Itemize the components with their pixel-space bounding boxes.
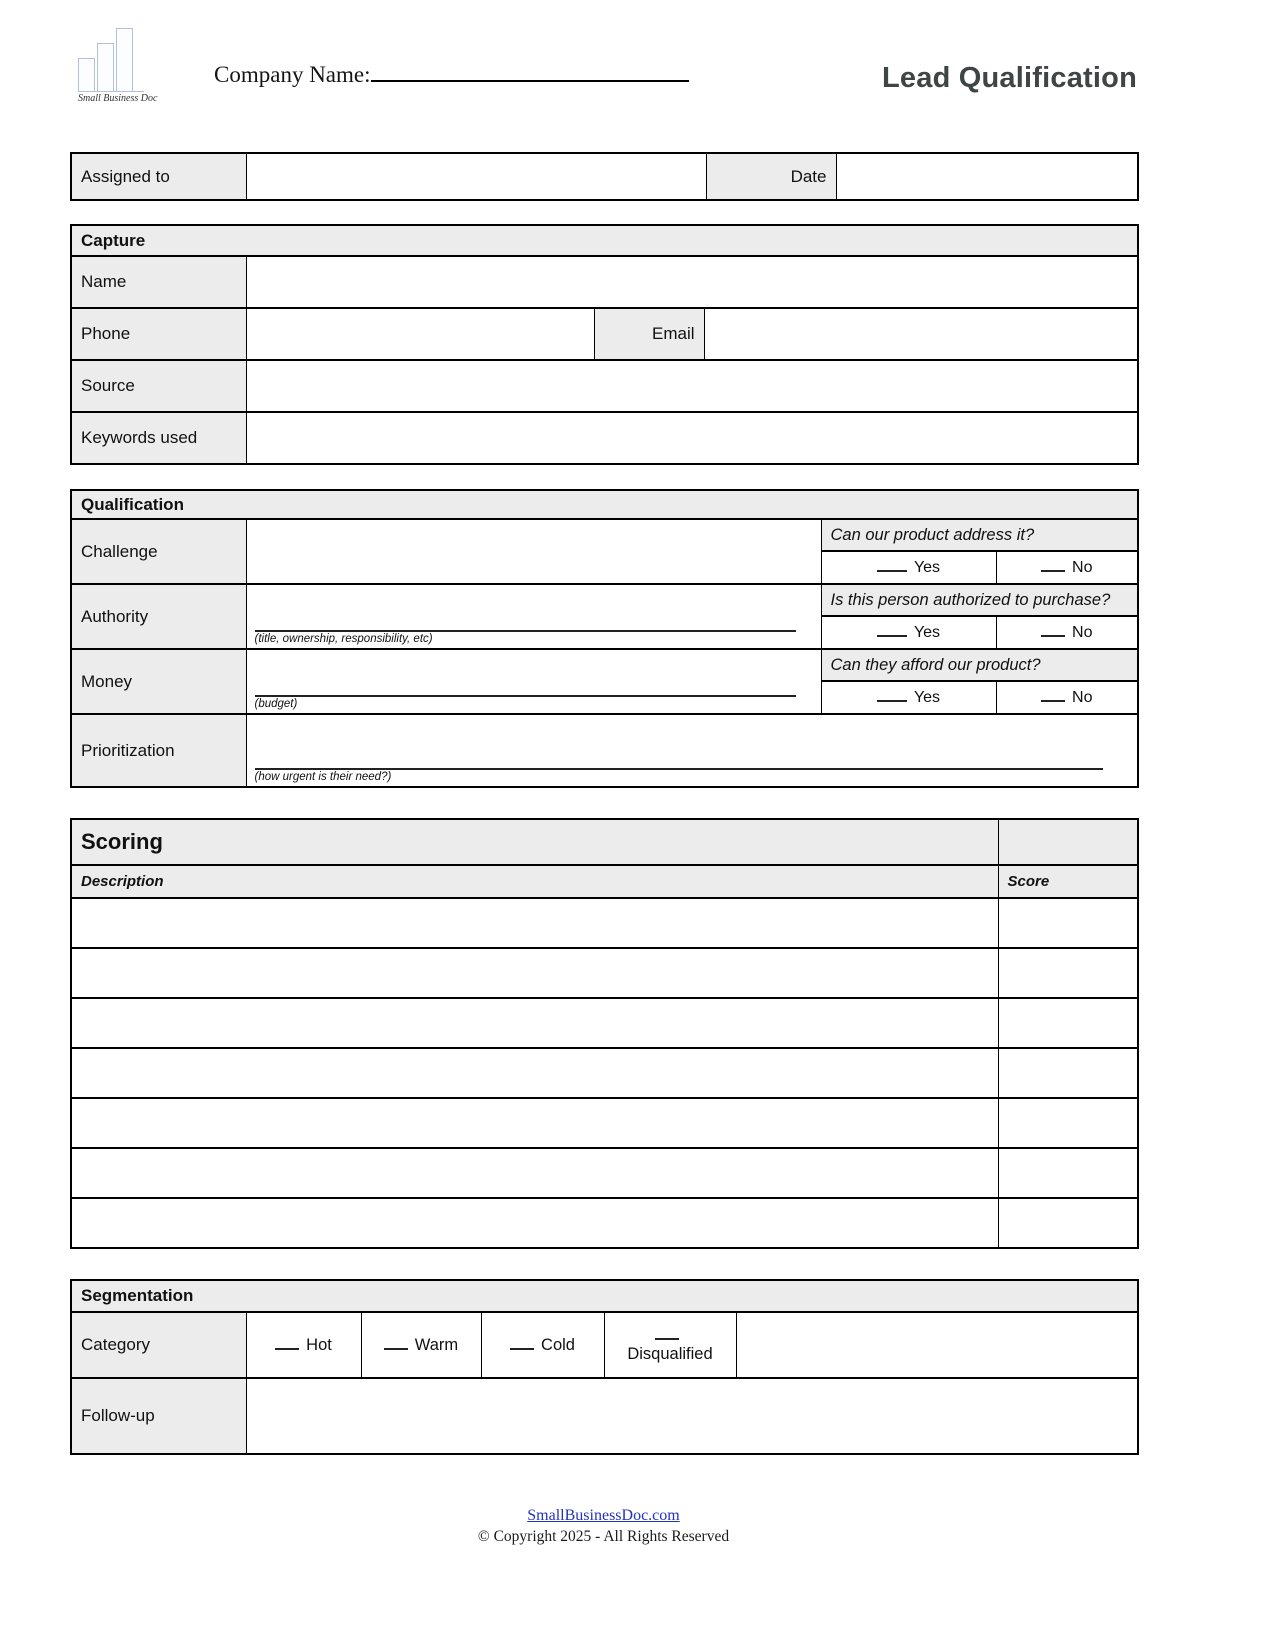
name-field[interactable]: [246, 256, 1138, 308]
authority-hint: (title, ownership, responsibility, etc): [254, 633, 433, 645]
prioritization-hint: (how urgent is their need?): [254, 771, 392, 783]
prioritization-label: Prioritization: [71, 714, 246, 787]
keywords-field[interactable]: [246, 412, 1138, 464]
category-label: Category: [71, 1312, 246, 1378]
company-logo: [78, 28, 158, 104]
footer-link[interactable]: SmallBusinessDoc.com: [527, 1507, 680, 1524]
score-field[interactable]: [998, 1198, 1138, 1248]
score-header: Score: [998, 865, 1138, 898]
write-line: [255, 766, 1103, 770]
authority-field[interactable]: [246, 584, 821, 649]
date-field[interactable]: [836, 153, 1138, 200]
prioritization-field[interactable]: [246, 714, 1138, 787]
description-field[interactable]: [71, 1048, 998, 1098]
scoring-section-title: Scoring: [71, 819, 998, 865]
segmentation-table: [70, 1279, 1139, 1455]
copyright-text: © Copyright 2025 - All Rights Reserved: [477, 1528, 730, 1545]
scoring-row: [71, 1098, 1138, 1148]
write-line: [255, 628, 796, 632]
challenge-field[interactable]: [246, 519, 821, 584]
challenge-no-option[interactable]: No: [996, 551, 1138, 584]
footer: [70, 1507, 1137, 1546]
qualification-section-title: Qualification: [71, 490, 1138, 519]
source-field[interactable]: [246, 360, 1138, 412]
description-field[interactable]: [71, 1198, 998, 1248]
phone-label: Phone: [71, 308, 246, 360]
scoring-row: [71, 948, 1138, 998]
capture-section-title: Capture: [71, 225, 1138, 256]
blank-line: [655, 1338, 679, 1340]
assigned-to-field[interactable]: [246, 153, 706, 200]
money-yes-option[interactable]: Yes: [821, 681, 996, 714]
description-field[interactable]: [71, 898, 998, 948]
followup-field[interactable]: [246, 1378, 1138, 1454]
money-hint: (budget): [254, 698, 298, 710]
description-header: Description: [71, 865, 998, 898]
scoring-row: [71, 1048, 1138, 1098]
scoring-row: [71, 1148, 1138, 1198]
category-option-cold[interactable]: Cold: [481, 1312, 604, 1378]
assigned-to-label: Assigned to: [71, 153, 246, 200]
page-title: Lead Qualification: [882, 62, 1137, 94]
score-field[interactable]: [998, 1048, 1138, 1098]
description-field[interactable]: [71, 1098, 998, 1148]
category-option-warm[interactable]: Warm: [361, 1312, 481, 1378]
blank-line: [275, 1348, 299, 1350]
money-label: Money: [71, 649, 246, 714]
source-label: Source: [71, 360, 246, 412]
authority-label: Authority: [71, 584, 246, 649]
challenge-label: Challenge: [71, 519, 246, 584]
bar-chart-icon: [78, 28, 144, 92]
category-extra-field[interactable]: [736, 1312, 1138, 1378]
logo-text: Small Business Doc: [78, 93, 158, 104]
write-line: [255, 693, 796, 697]
scoring-row: [71, 898, 1138, 948]
category-option-hot[interactable]: Hot: [246, 1312, 361, 1378]
description-field[interactable]: [71, 1148, 998, 1198]
blank-line: [877, 635, 907, 637]
company-name-field[interactable]: [371, 58, 689, 82]
money-no-option[interactable]: No: [996, 681, 1138, 714]
scoring-title-spacer: [998, 819, 1138, 865]
segmentation-section-title: Segmentation: [71, 1280, 1138, 1312]
description-field[interactable]: [71, 948, 998, 998]
score-field[interactable]: [998, 898, 1138, 948]
name-label: Name: [71, 256, 246, 308]
email-field[interactable]: [704, 308, 1138, 360]
keywords-label: Keywords used: [71, 412, 246, 464]
blank-line: [510, 1348, 534, 1350]
capture-table: [70, 224, 1139, 465]
phone-field[interactable]: [246, 308, 594, 360]
header: [70, 28, 1137, 140]
company-name-label: Company Name:: [214, 62, 371, 88]
blank-line: [1041, 700, 1065, 702]
email-label: Email: [594, 308, 704, 360]
authority-question: Is this person authorized to purchase?: [821, 584, 1138, 616]
score-field[interactable]: [998, 948, 1138, 998]
qualification-table: [70, 489, 1139, 788]
assigned-table: [70, 152, 1139, 201]
blank-line: [877, 700, 907, 702]
followup-label: Follow-up: [71, 1378, 246, 1454]
blank-line: [1041, 635, 1065, 637]
date-label: Date: [706, 153, 836, 200]
blank-line: [384, 1348, 408, 1350]
score-field[interactable]: [998, 1148, 1138, 1198]
blank-line: [877, 570, 907, 572]
scoring-row: [71, 998, 1138, 1048]
authority-yes-option[interactable]: Yes: [821, 616, 996, 649]
category-option-disqualified[interactable]: Disqualified: [604, 1312, 736, 1378]
description-field[interactable]: [71, 998, 998, 1048]
challenge-question: Can our product address it?: [821, 519, 1138, 551]
scoring-row: [71, 1198, 1138, 1248]
challenge-yes-option[interactable]: Yes: [821, 551, 996, 584]
score-field[interactable]: [998, 998, 1138, 1048]
scoring-table: [70, 818, 1139, 1249]
company-name-row: [214, 58, 689, 88]
blank-line: [1041, 570, 1065, 572]
money-field[interactable]: [246, 649, 821, 714]
money-question: Can they afford our product?: [821, 649, 1138, 681]
authority-no-option[interactable]: No: [996, 616, 1138, 649]
score-field[interactable]: [998, 1098, 1138, 1148]
